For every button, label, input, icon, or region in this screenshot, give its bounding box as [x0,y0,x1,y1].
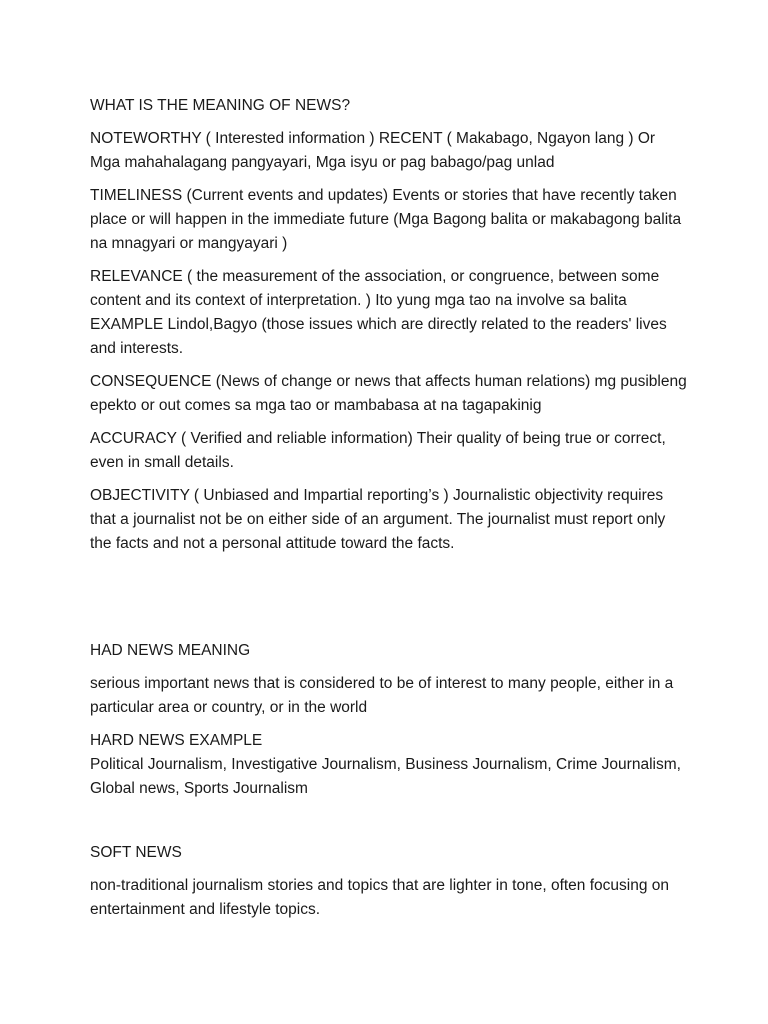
hard-news-example-heading: HARD NEWS EXAMPLE [90,732,263,749]
section-spacer [90,565,688,639]
accuracy-paragraph: ACCURACY ( Verified and reliable information) Their quality of being true or correct, even in small details. [90,430,666,471]
section-spacer [90,810,688,841]
hard-news-example-text: Political Journalism, Investigative Journalism, Business Journalism, Crime Journalism, Global news, Sports Journalism [90,756,681,797]
hard-news-definition: serious important news that is considered to be of interest to many people, either in a particular area or country, or in the world [90,675,674,716]
relevance-paragraph: RELEVANCE ( the measurement of the association, or congruence, between some content and its context of interpretation. ) Ito yung mga tao na involve sa balita EXAMPLE Lindol,Bagyo (those issues which are directly related to the readers' lives and interests. [90,268,667,357]
document-body [90,94,688,931]
noteworthy-paragraph: NOTEWORTHY ( Interested information ) RECENT ( Makabago, Ngayon lang ) Or Mga mahahalagang pangyayari, Mga isyu or pag babago/pag unlad [90,130,656,171]
soft-news-definition: non-traditional journalism stories and topics that are lighter in tone, often focusing on entertainment and lifestyle topics. [90,877,670,918]
news-meaning-heading: WHAT IS THE MEANING OF NEWS? [90,97,351,114]
timeliness-paragraph: TIMELINESS (Current events and updates) Events or stories that have recently taken place or will happen in the immediate future (Mga Bagong balita or makabagong balita na mnagyari or mangyayari ) [90,187,682,252]
soft-news-heading: SOFT NEWS [90,844,182,861]
consequence-paragraph: CONSEQUENCE (News of change or news that affects human relations) mg pusibleng epekto or out comes sa mga tao or mambabasa at na tagapakinig [90,373,687,414]
objectivity-paragraph: OBJECTIVITY ( Unbiased and Impartial reporting’s ) Journalistic objectivity requires that a journalist not be on either side of an argument. The journalist must report only the facts and not a personal attitude toward the facts. [90,487,666,552]
hard-news-meaning-heading: HAD NEWS MEANING [90,642,251,659]
